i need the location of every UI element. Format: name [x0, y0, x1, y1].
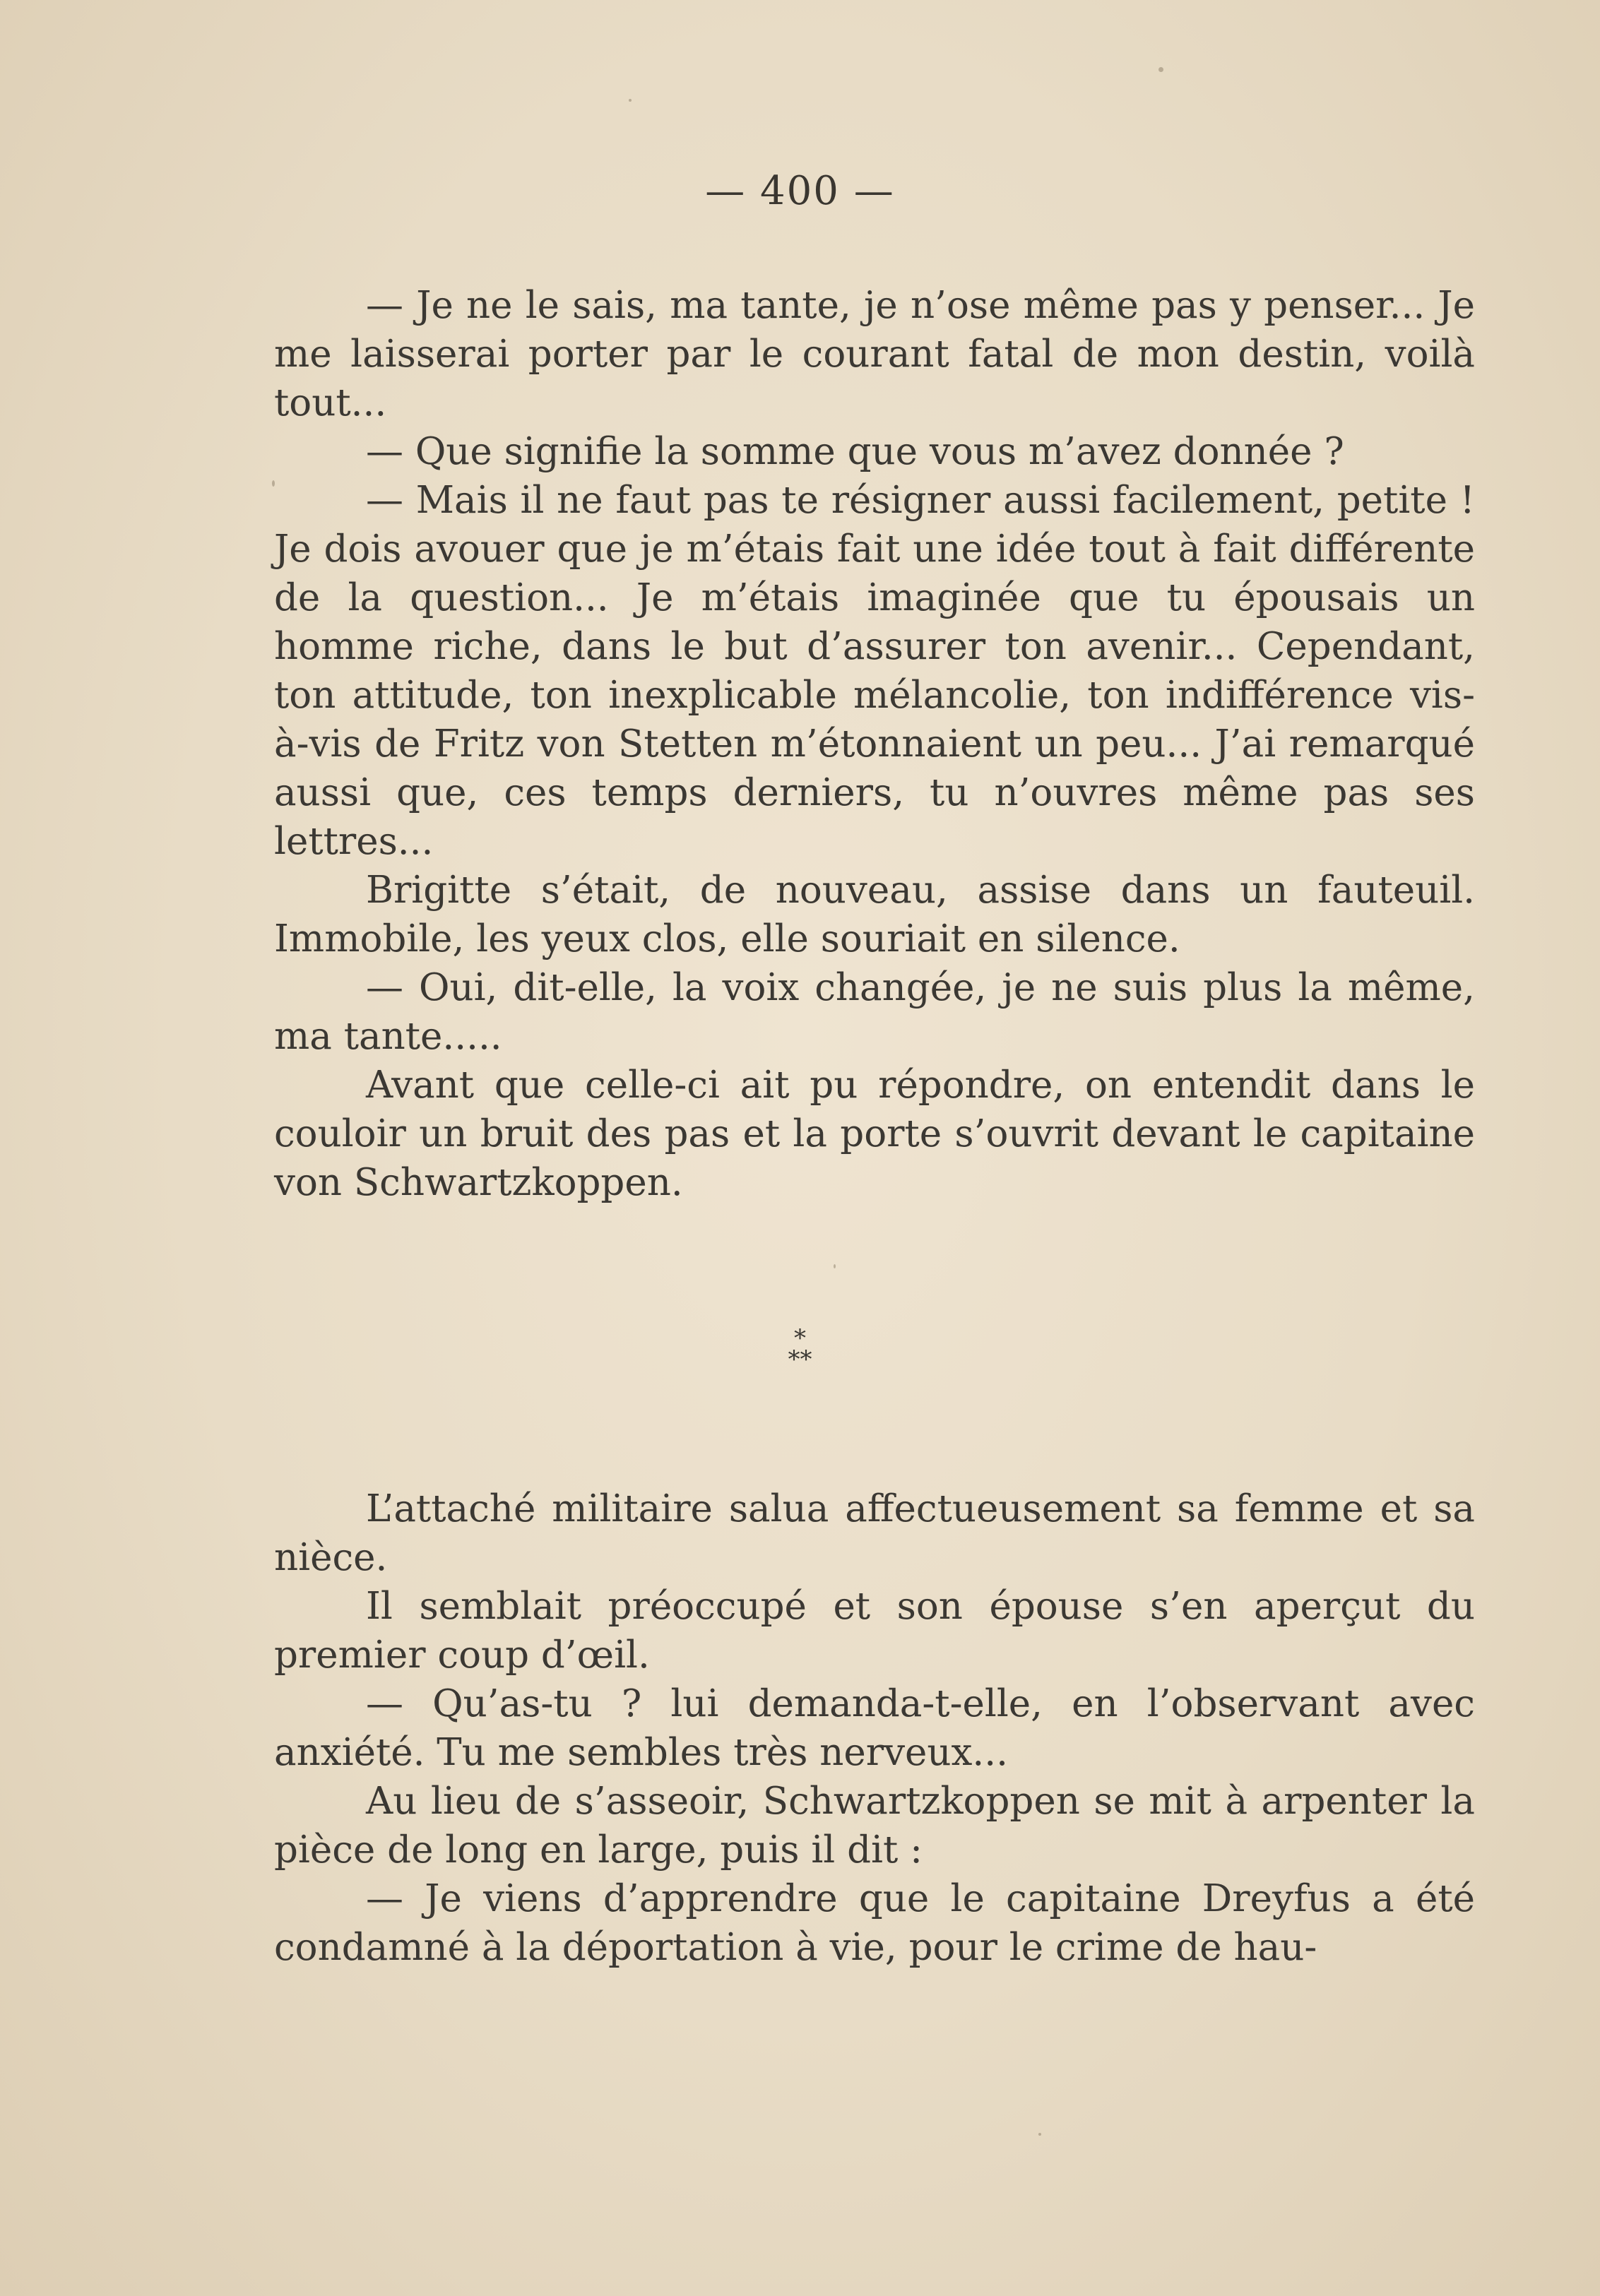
asterism-top: * [794, 1324, 806, 1352]
paragraph: — Qu’as-tu ? lui demanda-t-elle, en l’observant avec anxiété. Tu me sembles très nerveux... [274, 1682, 1475, 1774]
paper-speck [629, 99, 632, 102]
section-separator [0, 1324, 1600, 1374]
paragraph: Avant que celle-ci ait pu répondre, on entendit dans le couloir un bruit des pas et la porte s’ouvrit devant le capitaine von Schwartzkoppen. [274, 1064, 1475, 1204]
paragraph: Brigitte s’était, de nouveau, assise dans un fauteuil. Immobile, les yeux clos, elle souriait en silence. [274, 869, 1475, 960]
paragraph: Il semblait préoccupé et son épouse s’en aperçut du premier coup d’œil. [274, 1585, 1475, 1677]
paragraph: — Oui, dit-elle, la voix changée, je ne suis plus la même, ma tante..... [274, 966, 1475, 1058]
paragraph: Au lieu de s’asseoir, Schwartzkoppen se mit à arpenter la pièce de long en large, puis il dit : [274, 1780, 1475, 1872]
page-number: — 400 — [705, 168, 895, 214]
text-block-bottom [274, 1485, 1475, 1972]
paragraph: — Je ne le sais, ma tante, je n’ose même pas y penser... Je me laisserai porter par le courant fatal de mon destin, voilà tout... [274, 284, 1475, 424]
text-block-top [274, 281, 1475, 1207]
paragraph: — Que signifie la somme que vous m’avez donnée ? [366, 430, 1344, 473]
paragraph: — Je viens d’apprendre que le capitaine Dreyfus a été condamné à la déportation à vie, pour le crime de hau- [274, 1877, 1475, 1969]
paper-speck [1158, 67, 1163, 72]
paper-speck [1038, 2133, 1041, 2136]
asterism-bottom: ** [788, 1345, 812, 1374]
paragraph: L’attaché militaire salua affectueusement sa femme et sa nièce. [274, 1487, 1475, 1579]
paper-speck [272, 480, 275, 487]
paper-speck [834, 1264, 836, 1268]
paragraph: — Mais il ne faut pas te résigner aussi facilement, petite ! Je dois avouer que je m’étais fait une idée tout à fait différente de la question... Je m’étais imaginée que tu épousais un homme riche, dans le but d’assurer ton avenir... Cependant, ton attitude, ton inexplicable mélancolie, ton indifférence vis-à-vis de Fritz von Stetten m’étonnaient un peu... J’ai remarqué aussi que, ces temps derniers, tu n’ouvres même pas ses lettres... [274, 479, 1475, 863]
